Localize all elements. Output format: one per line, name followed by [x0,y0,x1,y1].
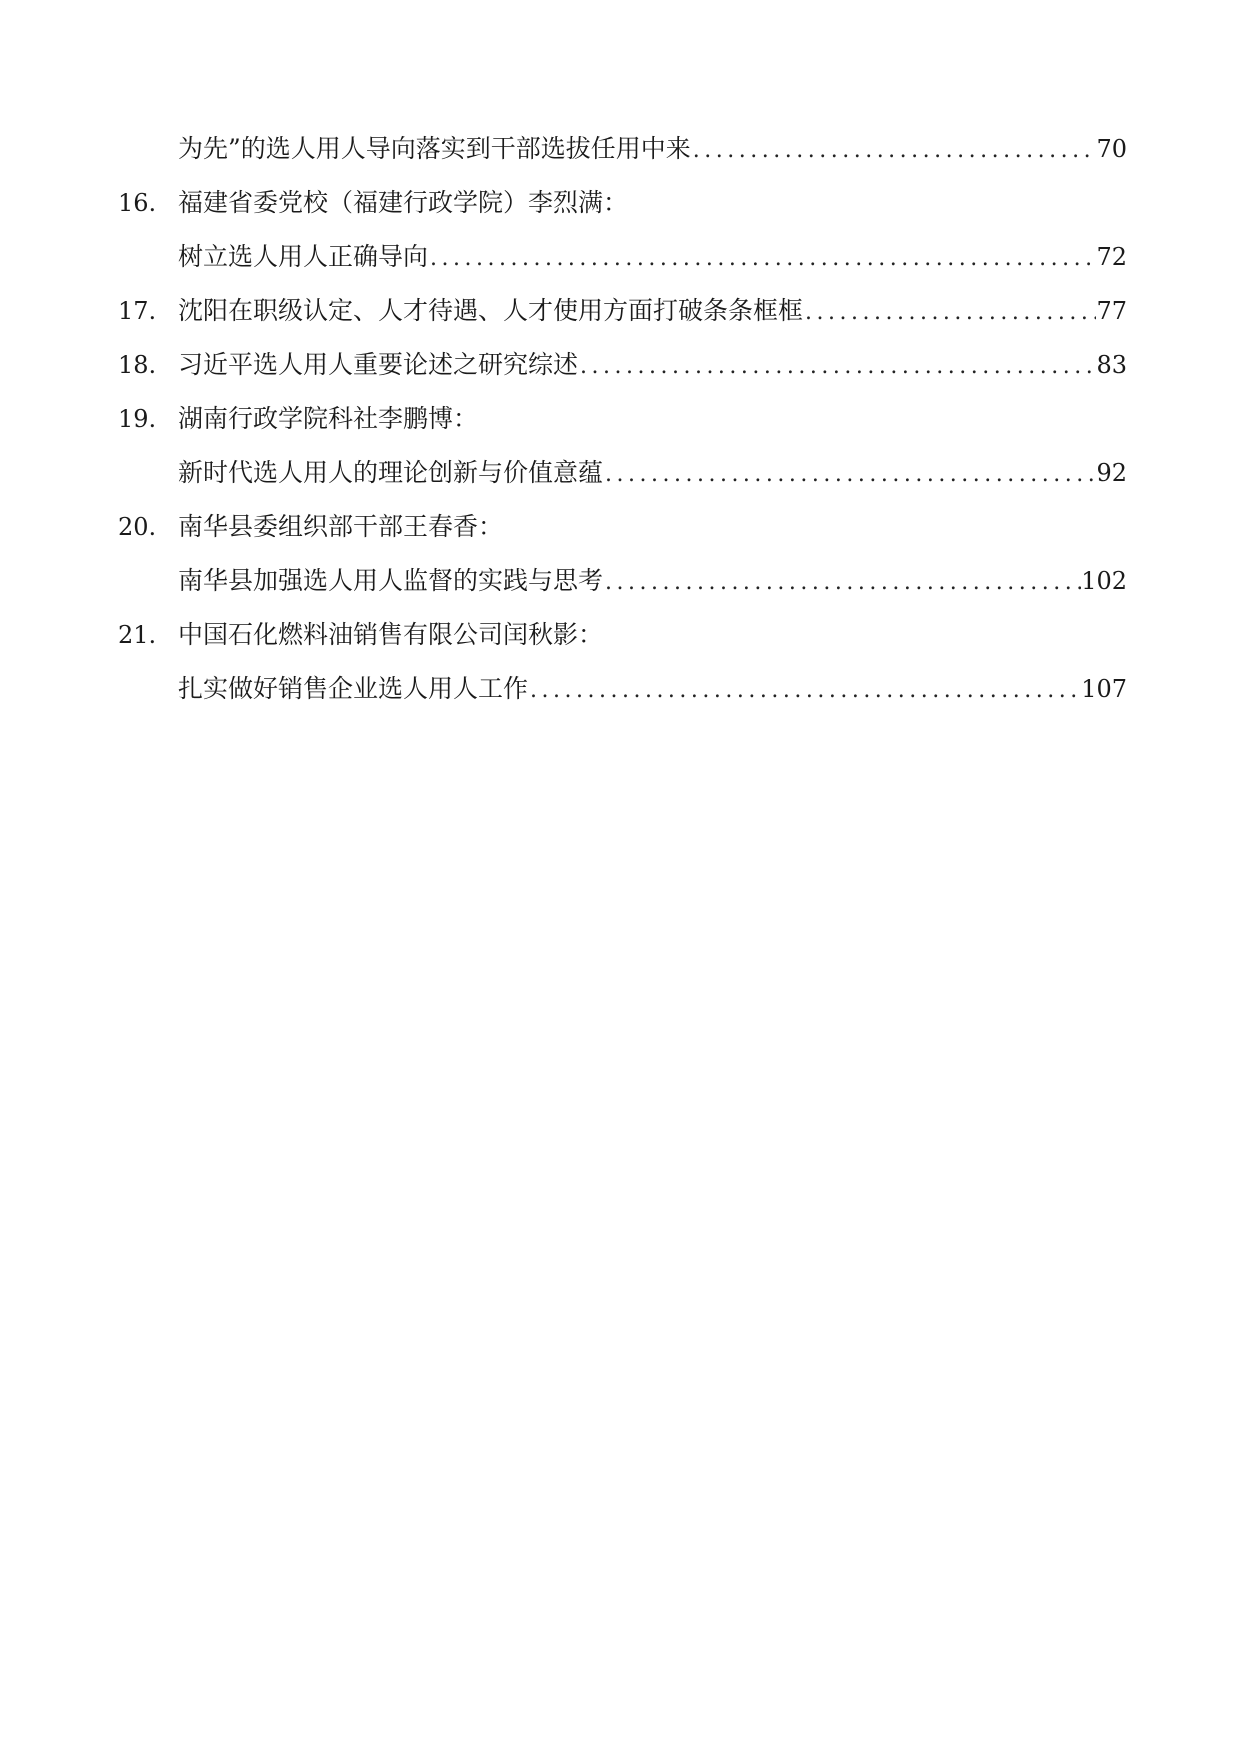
toc-entry[interactable] [0,608,1240,662]
toc-entry-page-number: 72 [1096,243,1127,271]
toc-entry-line [178,176,1127,230]
toc-entry-line [178,662,1127,718]
toc-entry-line [178,554,1127,610]
toc-entry-title: 扎实做好销售企业选人用人工作 [178,674,529,703]
toc-entry-line [178,500,1127,554]
toc-entry-line [178,338,1127,394]
toc-entry-title: 为先”的选人用人导向落实到干部选拔任用中来 [178,134,691,163]
toc-entry-title: 新时代选人用人的理论创新与价值意蕴 [178,458,604,487]
toc-leader-dots [428,232,1096,286]
toc-entry-page-number: 92 [1096,459,1127,487]
toc-entry-number: 18. [118,351,157,379]
toc-leader-dots [691,124,1097,178]
toc-entry[interactable] [0,176,1240,230]
toc-leader-dots [603,448,1096,502]
toc-entry[interactable] [0,122,1240,176]
toc-entry[interactable] [0,392,1240,446]
toc-entry[interactable] [0,446,1240,500]
toc-entry[interactable] [0,284,1240,338]
toc-leader-dots [578,340,1096,394]
toc-entry-line [178,230,1127,286]
toc-entry-number: 21. [118,621,157,649]
toc-entry-title: 福建省委党校（福建行政学院）李烈满： [178,188,629,217]
toc-entry[interactable] [0,500,1240,554]
toc-entry[interactable] [0,230,1240,284]
toc-entry-title: 中国石化燃料油销售有限公司闰秋影： [178,620,604,649]
toc-entry-page-number: 70 [1096,135,1127,163]
toc-entry-number: 19. [118,405,157,433]
toc-entry-line [178,392,1127,446]
toc-entry-title: 湖南行政学院科社李鹏博： [178,404,479,433]
toc-entry-line [178,284,1127,340]
toc-leader-dots [603,556,1081,610]
toc-entry-page-number: 83 [1096,351,1127,379]
toc-entry-line [178,608,1127,662]
toc-entry-page-number: 107 [1081,675,1127,703]
toc-entry-line [178,446,1127,502]
toc-entry-title: 南华县委组织部干部王春香： [178,512,504,541]
toc-entry-number: 20. [118,513,157,541]
toc-entry-number: 17. [118,297,157,325]
toc-leader-dots [803,286,1096,340]
toc-entry[interactable] [0,338,1240,392]
toc-leader-dots [528,664,1081,718]
toc-entry-page-number: 102 [1081,567,1127,595]
toc-entry-number: 16. [118,189,157,217]
toc-entry-title: 沈阳在职级认定、人才待遇、人才使用方面打破条条框框 [178,296,804,325]
toc-entry-title: 习近平选人用人重要论述之研究综述 [178,350,579,379]
toc-entry[interactable] [0,554,1240,608]
toc-entry-page-number: 77 [1096,297,1127,325]
table-of-contents [0,122,1240,716]
toc-entry-line [178,122,1127,178]
toc-entry-title: 南华县加强选人用人监督的实践与思考 [178,566,604,595]
toc-entry-title: 树立选人用人正确导向 [178,242,429,271]
toc-entry[interactable] [0,662,1240,716]
